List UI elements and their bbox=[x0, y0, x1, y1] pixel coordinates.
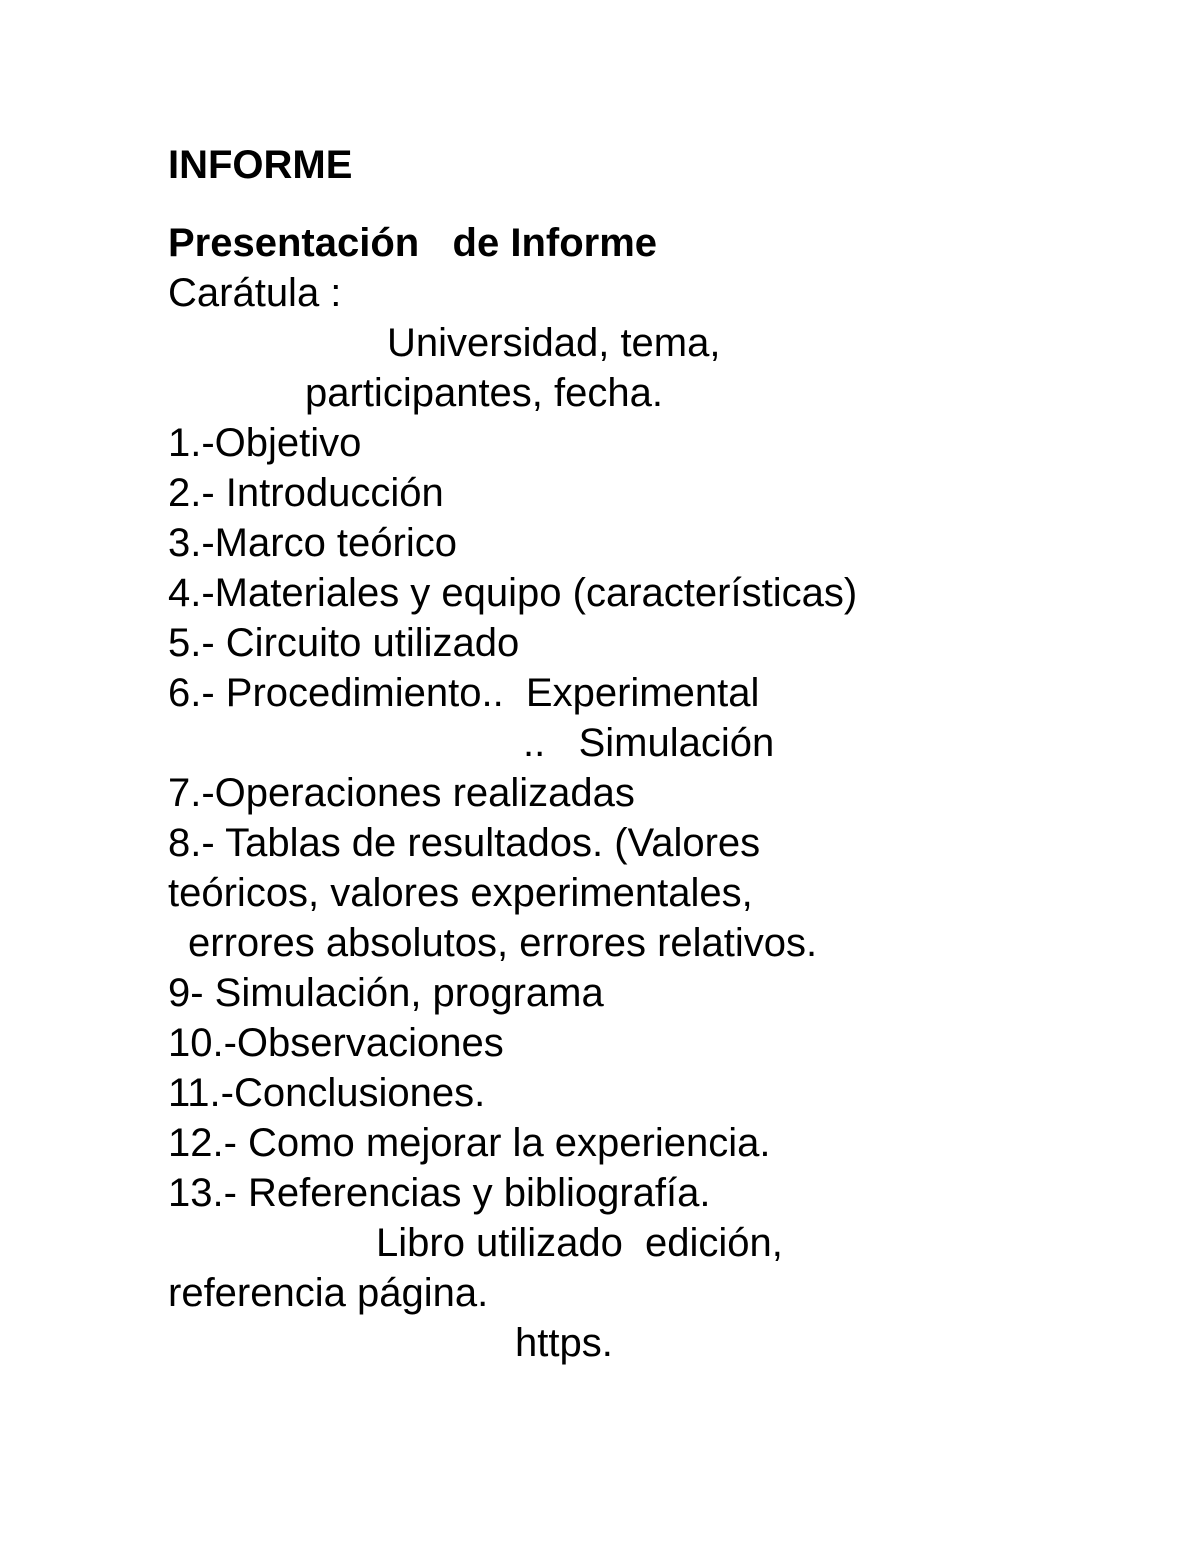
document-title: INFORME bbox=[168, 143, 353, 187]
item-procedimiento: 6.- Procedimiento.. Experimental bbox=[168, 671, 760, 715]
item-conclusiones: 11.-Conclusiones. bbox=[168, 1071, 486, 1115]
item-materiales: 4.-Materiales y equipo (características) bbox=[168, 571, 858, 615]
document-subtitle: Presentación de Informe bbox=[168, 221, 658, 265]
item-referencias: 13.- Referencias y bibliografía. bbox=[168, 1171, 711, 1215]
item-procedimiento-sub: .. Simulación bbox=[523, 721, 775, 765]
cover-line-2: participantes, fecha. bbox=[305, 371, 663, 415]
item-referencias-libro: Libro utilizado edición, bbox=[376, 1221, 783, 1265]
item-tablas-1: 8.- Tablas de resultados. (Valores bbox=[168, 821, 761, 865]
item-operaciones: 7.-Operaciones realizadas bbox=[168, 771, 635, 815]
cover-label: Carátula : bbox=[168, 271, 342, 315]
item-circuito: 5.- Circuito utilizado bbox=[168, 621, 520, 665]
item-marco-teorico: 3.-Marco teórico bbox=[168, 521, 457, 565]
item-observaciones: 10.-Observaciones bbox=[168, 1021, 504, 1065]
item-referencias-https: https. bbox=[515, 1321, 613, 1365]
item-tablas-2: teóricos, valores experimentales, bbox=[168, 871, 753, 915]
item-introduccion: 2.- Introducción bbox=[168, 471, 444, 515]
cover-line-1: Universidad, tema, bbox=[387, 321, 721, 365]
item-mejorar: 12.- Como mejorar la experiencia. bbox=[168, 1121, 771, 1165]
item-tablas-3: errores absolutos, errores relativos. bbox=[188, 921, 818, 965]
item-objetivo: 1.-Objetivo bbox=[168, 421, 362, 465]
item-simulacion: 9- Simulación, programa bbox=[168, 971, 604, 1015]
item-referencias-pagina: referencia página. bbox=[168, 1271, 489, 1315]
